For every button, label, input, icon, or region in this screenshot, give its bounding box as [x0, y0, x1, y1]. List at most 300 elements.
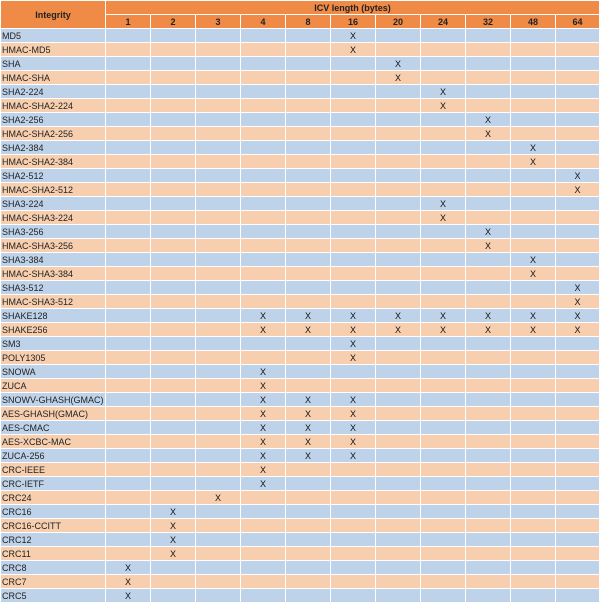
supported-mark: X: [286, 323, 331, 337]
empty-cell: [556, 141, 600, 155]
empty-cell: [286, 589, 331, 603]
empty-cell: [241, 71, 286, 85]
empty-cell: [466, 435, 511, 449]
supported-mark: X: [151, 547, 196, 561]
algorithm-name: SNOWV-GHASH(GMAC): [2, 394, 104, 405]
algorithm-name: SHA: [1, 57, 106, 71]
column-header-32: 32: [466, 15, 511, 29]
empty-cell: [331, 71, 376, 85]
empty-cell: [196, 225, 241, 239]
empty-cell: [286, 505, 331, 519]
empty-cell: [151, 379, 196, 393]
column-header-1: 1: [106, 15, 151, 29]
empty-cell: [466, 197, 511, 211]
algorithm-name: SHAKE256: [1, 323, 106, 337]
empty-cell: [421, 505, 466, 519]
supported-mark: X: [331, 393, 376, 407]
empty-cell: [511, 393, 556, 407]
empty-cell: [376, 505, 421, 519]
empty-cell: [511, 533, 556, 547]
empty-cell: [466, 351, 511, 365]
empty-cell: [511, 113, 556, 127]
empty-cell: [286, 141, 331, 155]
empty-cell: [376, 379, 421, 393]
empty-cell: [286, 239, 331, 253]
supported-mark: X: [286, 435, 331, 449]
algorithm-name: CRC-IEEE: [1, 463, 106, 477]
column-header-2: 2: [151, 15, 196, 29]
empty-cell: [241, 295, 286, 309]
supported-mark: X: [241, 393, 286, 407]
empty-cell: [466, 267, 511, 281]
empty-cell: [286, 85, 331, 99]
empty-cell: [241, 491, 286, 505]
empty-cell: [331, 575, 376, 589]
supported-mark: X: [466, 309, 511, 323]
empty-cell: [151, 309, 196, 323]
empty-cell: [376, 267, 421, 281]
algorithm-name: ZUCA-256: [1, 449, 106, 463]
empty-cell: [151, 127, 196, 141]
empty-cell: [286, 71, 331, 85]
supported-mark: X: [331, 323, 376, 337]
algorithm-name: CRC16-CCITT: [1, 519, 106, 533]
table-row: [1, 141, 600, 155]
empty-cell: [286, 337, 331, 351]
empty-cell: [466, 57, 511, 71]
algorithm-name: HMAC-SHA: [1, 71, 106, 85]
empty-cell: [196, 477, 241, 491]
algorithm-name: HMAC-SHA3-224: [1, 211, 106, 225]
supported-mark: X: [286, 393, 331, 407]
supported-mark: X: [376, 309, 421, 323]
empty-cell: [331, 169, 376, 183]
empty-cell: [331, 379, 376, 393]
table-row: [1, 393, 600, 407]
algorithm-name: SHA3-384: [1, 253, 106, 267]
empty-cell: [151, 225, 196, 239]
empty-cell: [556, 449, 600, 463]
empty-cell: [556, 113, 600, 127]
table-row: [1, 449, 600, 463]
empty-cell: [421, 57, 466, 71]
empty-cell: [556, 463, 600, 477]
empty-cell: [151, 71, 196, 85]
empty-cell: [196, 449, 241, 463]
empty-cell: [241, 169, 286, 183]
empty-cell: [106, 477, 151, 491]
empty-cell: [421, 393, 466, 407]
supported-mark: X: [466, 323, 511, 337]
empty-cell: [241, 575, 286, 589]
empty-cell: [466, 519, 511, 533]
empty-cell: [421, 575, 466, 589]
empty-cell: [286, 281, 331, 295]
empty-cell: [376, 337, 421, 351]
empty-cell: [241, 197, 286, 211]
table-row: [1, 575, 600, 589]
empty-cell: [241, 505, 286, 519]
empty-cell: [421, 239, 466, 253]
table-row: [1, 71, 600, 85]
empty-cell: [106, 519, 151, 533]
algorithm-name: CRC7: [1, 575, 106, 589]
empty-cell: [511, 127, 556, 141]
empty-cell: [421, 71, 466, 85]
empty-cell: [196, 253, 241, 267]
empty-cell: [151, 449, 196, 463]
supported-mark: X: [151, 519, 196, 533]
table-row: [1, 253, 600, 267]
empty-cell: [466, 477, 511, 491]
empty-cell: [511, 43, 556, 57]
table-row: [1, 351, 600, 365]
empty-cell: [106, 225, 151, 239]
empty-cell: [241, 225, 286, 239]
empty-cell: [376, 239, 421, 253]
supported-mark: X: [466, 225, 511, 239]
empty-cell: [376, 547, 421, 561]
empty-cell: [466, 393, 511, 407]
empty-cell: [421, 183, 466, 197]
empty-cell: [511, 519, 556, 533]
table-row: [1, 169, 600, 183]
empty-cell: [511, 29, 556, 43]
empty-cell: [196, 155, 241, 169]
empty-cell: [511, 589, 556, 603]
empty-cell: [286, 43, 331, 57]
empty-cell: [376, 575, 421, 589]
empty-cell: [466, 281, 511, 295]
empty-cell: [376, 421, 421, 435]
algorithm-name: SM3: [1, 337, 106, 351]
empty-cell: [196, 435, 241, 449]
empty-cell: [241, 253, 286, 267]
empty-cell: [421, 407, 466, 421]
empty-cell: [106, 43, 151, 57]
empty-cell: [511, 85, 556, 99]
empty-cell: [556, 239, 600, 253]
column-header-16: 16: [331, 15, 376, 29]
algorithm-name: SHA3-512: [1, 281, 106, 295]
empty-cell: [556, 225, 600, 239]
supported-mark: X: [331, 309, 376, 323]
empty-cell: [196, 169, 241, 183]
empty-cell: [556, 561, 600, 575]
empty-cell: [151, 57, 196, 71]
empty-cell: [286, 29, 331, 43]
empty-cell: [511, 379, 556, 393]
empty-cell: [331, 281, 376, 295]
empty-cell: [331, 477, 376, 491]
empty-cell: [556, 491, 600, 505]
algorithm-name: SHA2-384: [1, 141, 106, 155]
empty-cell: [106, 365, 151, 379]
empty-cell: [151, 113, 196, 127]
empty-cell: [151, 29, 196, 43]
empty-cell: [196, 309, 241, 323]
empty-cell: [421, 281, 466, 295]
empty-cell: [331, 113, 376, 127]
table-row: [1, 43, 600, 57]
empty-cell: [106, 211, 151, 225]
empty-cell: [106, 533, 151, 547]
empty-cell: [511, 547, 556, 561]
empty-cell: [466, 29, 511, 43]
empty-cell: [331, 239, 376, 253]
empty-cell: [151, 211, 196, 225]
empty-cell: [241, 99, 286, 113]
supported-mark: X: [421, 211, 466, 225]
empty-cell: [151, 99, 196, 113]
empty-cell: [286, 561, 331, 575]
algorithm-name: HMAC-SHA3-512: [1, 295, 106, 309]
supported-mark: X: [241, 407, 286, 421]
empty-cell: [331, 589, 376, 603]
empty-cell: [331, 141, 376, 155]
empty-cell: [421, 435, 466, 449]
empty-cell: [556, 85, 600, 99]
empty-cell: [196, 99, 241, 113]
empty-cell: [511, 169, 556, 183]
supported-mark: X: [106, 589, 151, 603]
empty-cell: [241, 141, 286, 155]
algorithm-name: MD5: [1, 29, 106, 43]
empty-cell: [151, 421, 196, 435]
empty-cell: [106, 57, 151, 71]
column-header-20: 20: [376, 15, 421, 29]
empty-cell: [331, 85, 376, 99]
empty-cell: [556, 477, 600, 491]
empty-cell: [241, 267, 286, 281]
empty-cell: [106, 407, 151, 421]
empty-cell: [511, 435, 556, 449]
algorithm-name: SHAKE128: [1, 309, 106, 323]
empty-cell: [376, 85, 421, 99]
empty-cell: [556, 71, 600, 85]
empty-cell: [511, 505, 556, 519]
empty-cell: [106, 547, 151, 561]
empty-cell: [106, 309, 151, 323]
empty-cell: [151, 575, 196, 589]
algorithm-name: POLY1305: [1, 351, 106, 365]
table-body: [1, 29, 600, 603]
supported-mark: X: [331, 449, 376, 463]
empty-cell: [556, 99, 600, 113]
algorithm-name: AES-XCBC-MAC: [1, 435, 106, 449]
algorithm-name: SHA3-224: [1, 197, 106, 211]
algorithm-name: CRC24: [1, 491, 106, 505]
empty-cell: [466, 505, 511, 519]
empty-cell: [466, 407, 511, 421]
empty-cell: [376, 589, 421, 603]
empty-cell: [376, 477, 421, 491]
empty-cell: [466, 155, 511, 169]
empty-cell: [286, 211, 331, 225]
empty-cell: [286, 295, 331, 309]
table-row: [1, 435, 600, 449]
empty-cell: [106, 421, 151, 435]
supported-mark: X: [196, 491, 241, 505]
empty-cell: [286, 351, 331, 365]
empty-cell: [556, 435, 600, 449]
table-row: [1, 547, 600, 561]
empty-cell: [106, 491, 151, 505]
supported-mark: X: [511, 323, 556, 337]
empty-cell: [511, 421, 556, 435]
empty-cell: [421, 365, 466, 379]
empty-cell: [511, 575, 556, 589]
supported-mark: X: [241, 323, 286, 337]
empty-cell: [421, 127, 466, 141]
supported-mark: X: [286, 309, 331, 323]
empty-cell: [331, 197, 376, 211]
supported-mark: X: [286, 421, 331, 435]
column-header-48: 48: [511, 15, 556, 29]
empty-cell: [151, 463, 196, 477]
empty-cell: [376, 29, 421, 43]
supported-mark: X: [106, 575, 151, 589]
algorithm-name: SHA3-256: [1, 225, 106, 239]
empty-cell: [196, 239, 241, 253]
empty-cell: [151, 253, 196, 267]
empty-cell: [556, 407, 600, 421]
supported-mark: X: [511, 155, 556, 169]
supported-mark: X: [421, 323, 466, 337]
empty-cell: [106, 197, 151, 211]
empty-cell: [421, 449, 466, 463]
empty-cell: [556, 533, 600, 547]
empty-cell: [151, 239, 196, 253]
empty-cell: [511, 295, 556, 309]
empty-cell: [556, 547, 600, 561]
empty-cell: [556, 267, 600, 281]
empty-cell: [106, 351, 151, 365]
table-row: [1, 323, 600, 337]
empty-cell: [106, 239, 151, 253]
empty-cell: [421, 253, 466, 267]
empty-cell: [106, 169, 151, 183]
empty-cell: [376, 365, 421, 379]
empty-cell: [196, 85, 241, 99]
empty-cell: [376, 449, 421, 463]
empty-cell: [331, 183, 376, 197]
supported-mark: X: [556, 281, 600, 295]
empty-cell: [376, 533, 421, 547]
empty-cell: [421, 421, 466, 435]
empty-cell: [151, 281, 196, 295]
supported-mark: X: [376, 57, 421, 71]
empty-cell: [421, 267, 466, 281]
empty-cell: [511, 281, 556, 295]
empty-cell: [466, 365, 511, 379]
empty-cell: [151, 561, 196, 575]
supported-mark: X: [286, 407, 331, 421]
empty-cell: [421, 155, 466, 169]
empty-cell: [466, 141, 511, 155]
empty-cell: [376, 43, 421, 57]
empty-cell: [511, 225, 556, 239]
algorithm-name: CRC-IETF: [1, 477, 106, 491]
empty-cell: [286, 225, 331, 239]
algorithm-name: CRC5: [1, 589, 106, 603]
column-header-4: 4: [241, 15, 286, 29]
table-row: [1, 561, 600, 575]
empty-cell: [511, 99, 556, 113]
empty-cell: [286, 519, 331, 533]
empty-cell: [376, 463, 421, 477]
empty-cell: [106, 253, 151, 267]
table-row: [1, 197, 600, 211]
empty-cell: [196, 323, 241, 337]
supported-mark: X: [376, 71, 421, 85]
table-row: [1, 533, 600, 547]
table-row: [1, 211, 600, 225]
empty-cell: [286, 379, 331, 393]
table-row: [1, 85, 600, 99]
empty-cell: [421, 141, 466, 155]
supported-mark: X: [556, 295, 600, 309]
table-row: [1, 225, 600, 239]
supported-mark: X: [241, 477, 286, 491]
empty-cell: [151, 267, 196, 281]
empty-cell: [196, 407, 241, 421]
empty-cell: [421, 561, 466, 575]
empty-cell: [286, 463, 331, 477]
table-row: [1, 463, 600, 477]
table-row: [1, 589, 600, 603]
table-row: [1, 421, 600, 435]
supported-mark: X: [241, 421, 286, 435]
empty-cell: [376, 407, 421, 421]
table-row: [1, 379, 600, 393]
empty-cell: [466, 253, 511, 267]
empty-cell: [196, 71, 241, 85]
empty-cell: [241, 533, 286, 547]
column-header-8: 8: [286, 15, 331, 29]
empty-cell: [196, 589, 241, 603]
table-row: [1, 281, 600, 295]
supported-mark: X: [556, 309, 600, 323]
empty-cell: [376, 491, 421, 505]
empty-cell: [331, 519, 376, 533]
supported-mark: X: [421, 309, 466, 323]
empty-cell: [196, 267, 241, 281]
empty-cell: [466, 533, 511, 547]
empty-cell: [106, 323, 151, 337]
empty-cell: [196, 281, 241, 295]
empty-cell: [511, 365, 556, 379]
empty-cell: [241, 589, 286, 603]
empty-cell: [331, 127, 376, 141]
supported-mark: X: [376, 323, 421, 337]
empty-cell: [241, 337, 286, 351]
supported-mark: X: [421, 85, 466, 99]
empty-cell: [556, 589, 600, 603]
empty-cell: [196, 113, 241, 127]
empty-cell: [286, 183, 331, 197]
empty-cell: [331, 225, 376, 239]
empty-cell: [376, 253, 421, 267]
empty-cell: [106, 141, 151, 155]
empty-cell: [466, 421, 511, 435]
empty-cell: [376, 519, 421, 533]
empty-cell: [376, 351, 421, 365]
empty-cell: [331, 253, 376, 267]
empty-cell: [196, 547, 241, 561]
empty-cell: [421, 169, 466, 183]
empty-cell: [421, 477, 466, 491]
